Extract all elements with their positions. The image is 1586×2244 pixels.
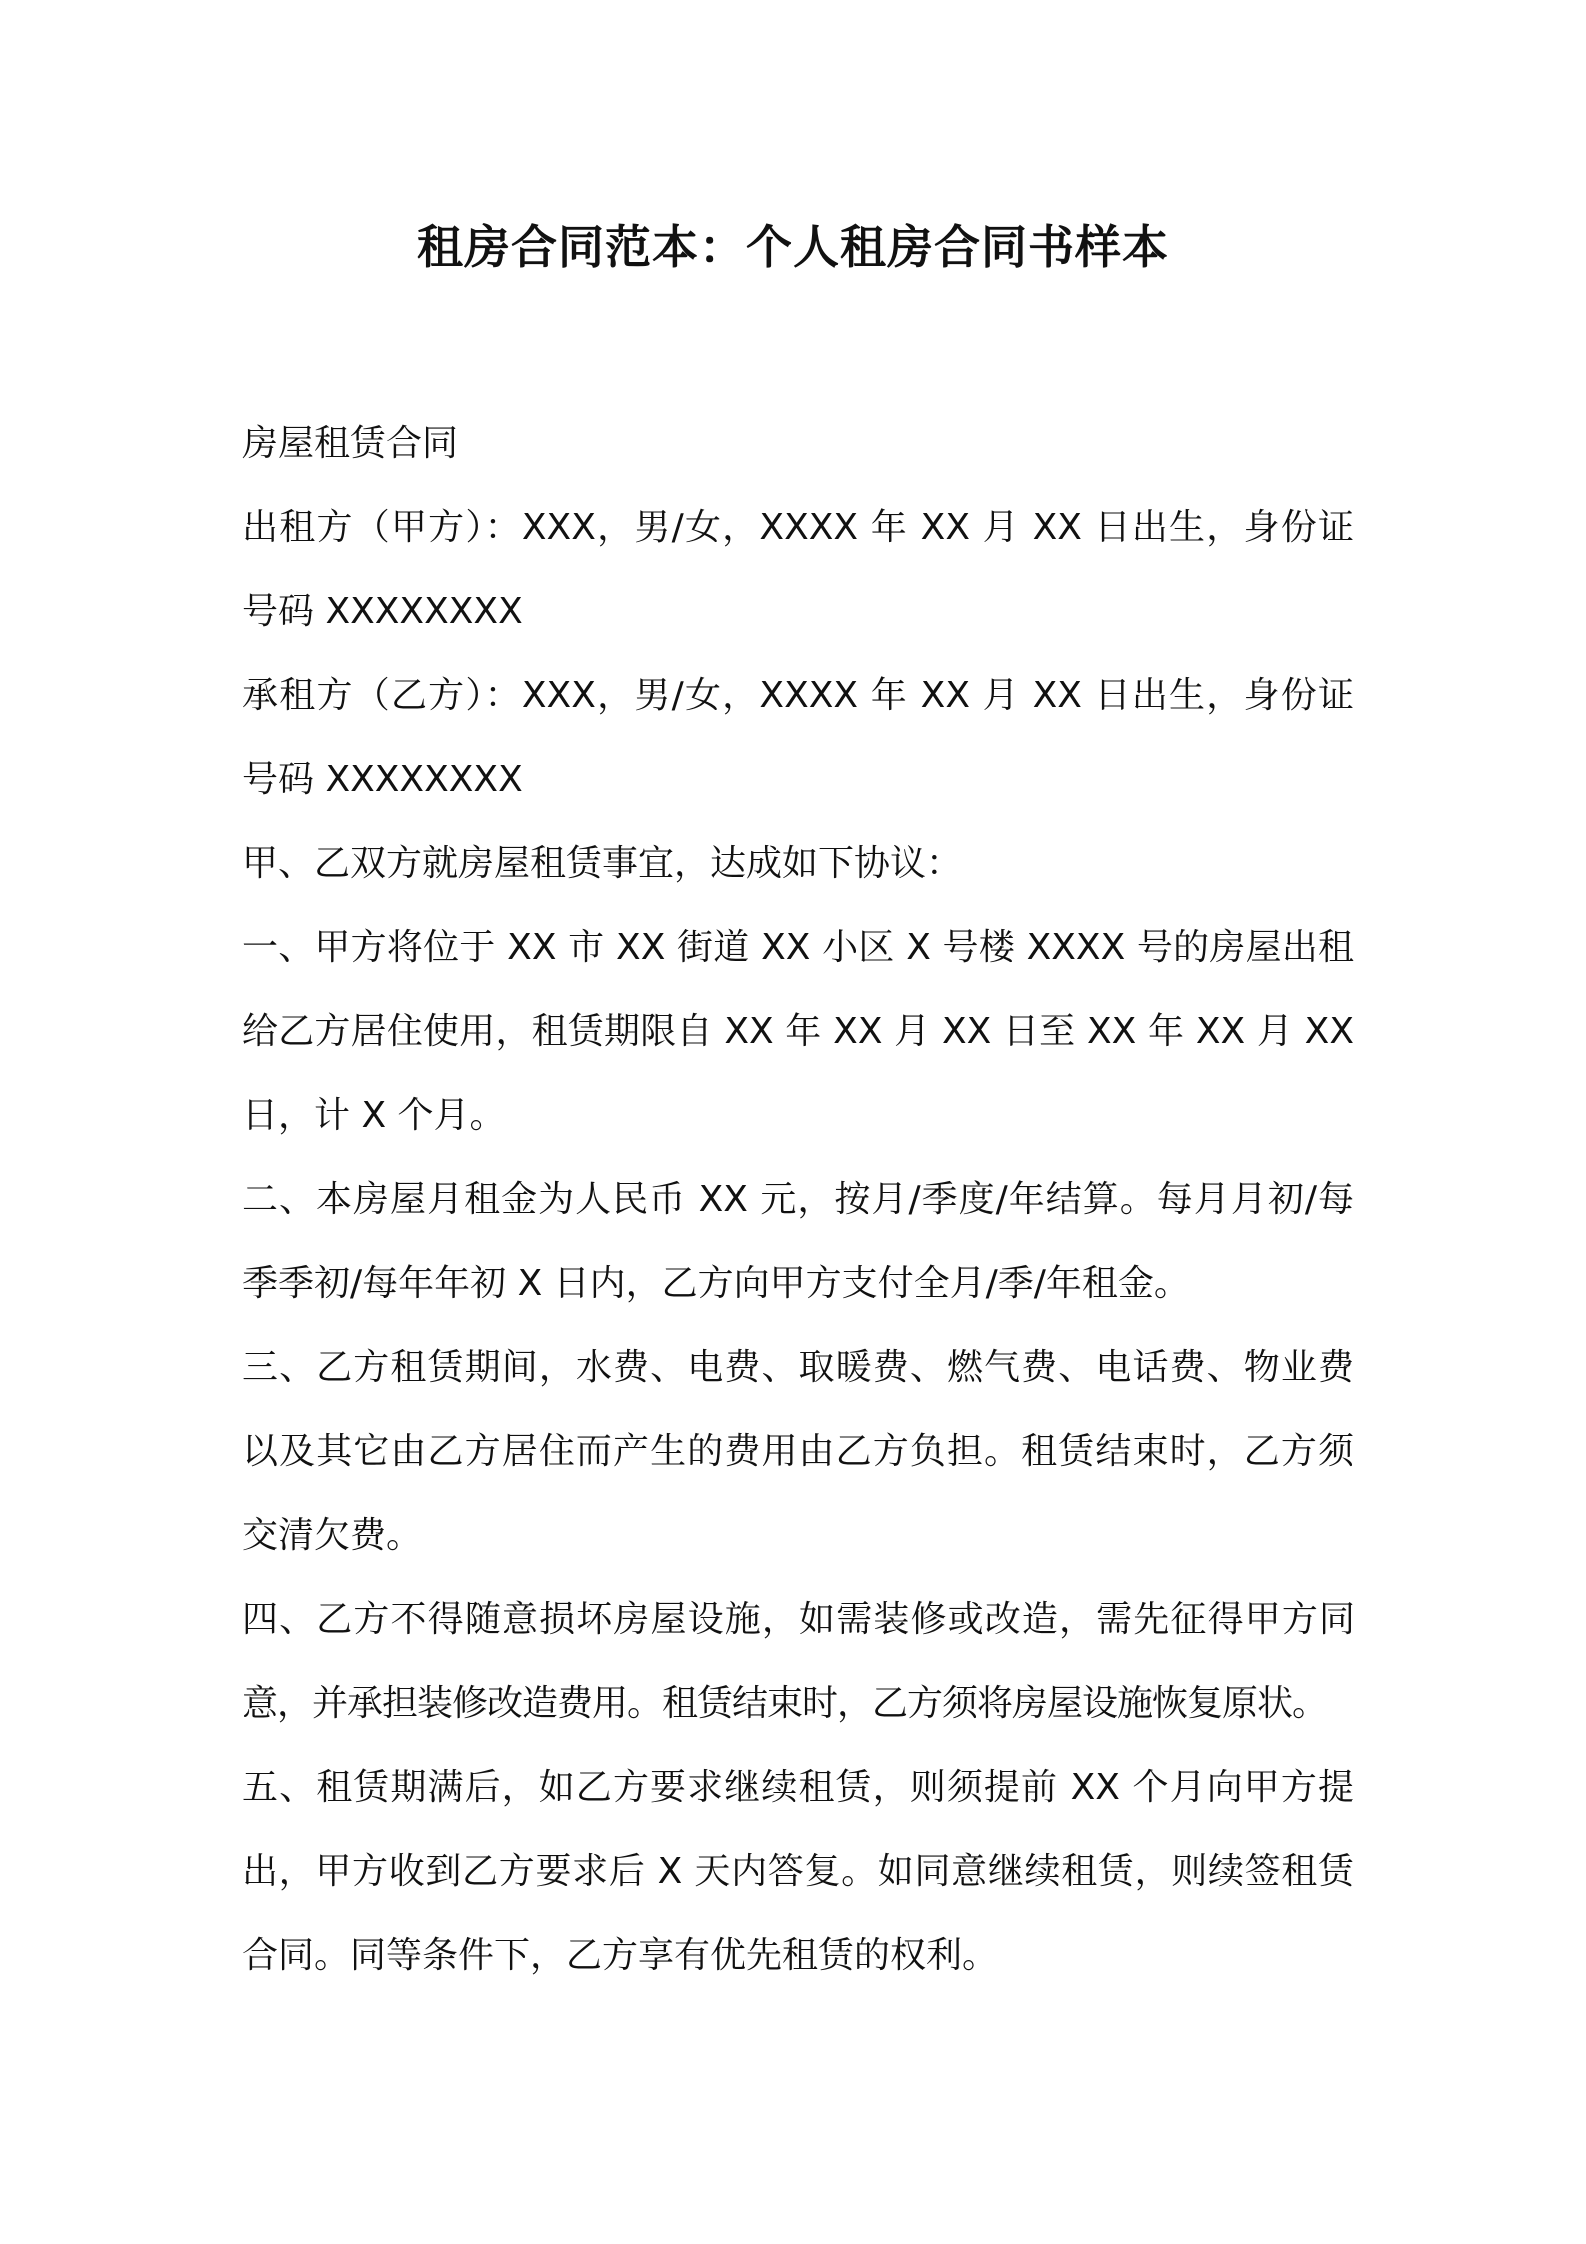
lessee-info: 承租方（乙方）：XXX，男/女，XXXX 年 XX 月 XX 日出生，身份证号码 XXXXXXXX: [242, 675, 1354, 800]
document-body: [242, 402, 1354, 1998]
document-title: 租房合同范本：个人租房合同书样本: [417, 220, 1169, 274]
lessor-info: 出租方（甲方）：XXX，男/女，XXXX 年 XX 月 XX 日出生，身份证号码 XXXXXXXX: [242, 507, 1354, 632]
clause-5: 五、租赁期满后，如乙方要求继续租赁，则须提前 XX 个月向甲方提出，甲方收到乙方要求后 X 天内答复。如同意继续租赁，则续签租赁合同。同等条件下，乙方享有优先租赁的权利。: [242, 1767, 1354, 1976]
contract-heading: 房屋租赁合同: [242, 423, 459, 464]
agreement-intro: 甲、乙双方就房屋租赁事宜，达成如下协议：: [242, 843, 963, 884]
clause-1: 一、甲方将位于 XX 市 XX 街道 XX 小区 X 号楼 XXXX 号的房屋出租给乙方居住使用，租赁期限自 XX 年 XX 月 XX 日至 XX 年 XX 月 XX 日，计 X 个月。: [242, 927, 1354, 1136]
clause-3: 三、乙方租赁期间，水费、电费、取暖费、燃气费、电话费、物业费以及其它由乙方居住而产生的费用由乙方负担。租赁结束时，乙方须交清欠费。: [242, 1347, 1354, 1556]
clause-4: 四、乙方不得随意损坏房屋设施，如需装修或改造，需先征得甲方同意，并承担装修改造费用。租赁结束时，乙方须将房屋设施恢复原状。: [242, 1599, 1354, 1724]
clause-2: 二、本房屋月租金为人民币 XX 元，按月/季度/年结算。每月月初/每季季初/每年年初 X 日内，乙方向甲方支付全月/季/年租金。: [242, 1179, 1354, 1304]
